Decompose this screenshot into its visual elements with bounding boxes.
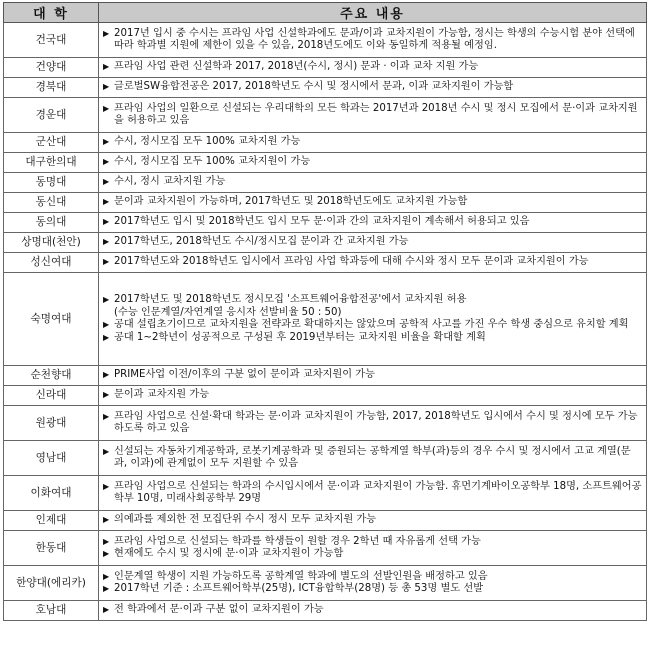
university-name: 순천향대 [4,366,99,386]
bullet-arrow-icon: ▶ [103,137,110,147]
bullet-arrow-icon: ▶ [103,177,110,187]
table-row [4,233,647,253]
university-name: 대구한의대 [4,153,99,173]
content-text: 인문계열 학생이 지원 가능하도록 공학계열 학과에 별도의 선발인원을 배정하고 있음 [114,570,488,582]
university-name: 동신대 [4,193,99,213]
policy-content [99,511,647,531]
header-university: 대 학 [4,3,99,23]
content-line [103,319,643,332]
bullet-arrow-icon: ▶ [103,103,110,113]
bullet-arrow-icon: ▶ [103,411,110,421]
bullet-arrow-icon: ▶ [103,332,110,342]
policy-content [99,406,647,441]
table-row [4,98,647,133]
table-row [4,476,647,511]
policy-content [99,233,647,253]
bullet-arrow-icon: ▶ [103,28,110,38]
content-text: (수능 인문계열/자연계열 응시자 선발비율 50 : 50) [114,306,342,318]
content-line [103,136,643,149]
bullet-arrow-icon: ▶ [103,605,110,615]
table-row [4,511,647,531]
university-name: 건국대 [4,23,99,58]
policy-content [99,476,647,511]
bullet-arrow-icon: ▶ [103,237,110,247]
content-line [103,28,643,53]
content-line [103,583,643,596]
policy-content [99,441,647,476]
bullet-arrow-icon: ▶ [103,295,110,304]
university-name: 한동대 [4,531,99,566]
policy-content [99,193,647,213]
table-row [4,213,647,233]
university-name: 호남대 [4,601,99,621]
table-row [4,23,647,58]
bullet-arrow-icon: ▶ [103,515,110,525]
policy-content [99,386,647,406]
content-line [103,548,643,561]
bullet-arrow-icon: ▶ [103,217,110,227]
content-text: 신설되는 자동차기계공학과, 로봇기계공학과 및 증원되는 공학계열 학부(과)등의 경우 수시 및 정시에서 고교 계열(문과, 이과)에 관계없이 모두 지원할 수 있음 [114,445,631,469]
policy-content [99,78,647,98]
content-line [103,604,643,617]
table-row [4,406,647,441]
content-text: 2017학년도 입시 및 2018학년도 입시 모두 문·이과 간의 교차지원이 계속해서 허용되고 있음 [114,216,530,228]
header-main-content: 주요 내용 [99,3,647,23]
university-name: 군산대 [4,133,99,153]
bullet-arrow-icon: ▶ [103,197,110,207]
content-line [103,446,643,471]
policy-content [99,133,647,153]
content-text: 공대 1~2학년이 성공적으로 구성된 후 2019년부터는 교차지원 비율을 확대할 계획 [114,331,486,343]
policy-content [99,601,647,621]
table-row [4,78,647,98]
content-text: 2017학년도, 2018학년도 수시/정시모집 문이과 간 교차지원 가능 [114,236,409,248]
table-row [4,133,647,153]
table-row [4,58,647,78]
table-header-row [4,3,647,23]
table-row [4,386,647,406]
university-name: 인제대 [4,511,99,531]
content-text: 수시, 정시모집 모두 100% 교차지원 가능 [114,136,301,148]
policy-content [99,253,647,273]
bullet-arrow-icon: ▶ [103,446,110,456]
bullet-arrow-icon: ▶ [103,320,110,329]
content-text: 프라임 사업 관련 신설학과 2017, 2018년(수시, 정시) 문과 · 이과 교차 지원 가능 [114,61,479,73]
university-name: 한양대(에리카) [4,566,99,601]
content-line [103,411,643,436]
content-line [103,216,643,229]
content-text: 글로벌SW융합전공은 2017, 2018학년도 수시 및 정시에서 문과, 이과 교차지원이 가능함 [114,81,514,93]
university-name: 이화여대 [4,476,99,511]
university-name: 영남대 [4,441,99,476]
content-text: 의예과를 제외한 전 모집단위 수시 정시 모두 교차지원 가능 [114,514,377,526]
content-text: 수시, 정시모집 모두 100% 교차지원이 가능 [114,156,311,168]
university-table-container [3,2,646,621]
content-text: 현재에도 수시 및 정시에 문·이과 교차지원이 가능함 [114,548,344,559]
content-line [103,256,643,269]
content-line [103,536,643,549]
content-text: 문이과 교차지원이 가능하며, 2017학년도 및 2018학년도에도 교차지원 가능함 [114,196,468,208]
bullet-arrow-icon: ▶ [103,390,110,400]
policy-content [99,153,647,173]
content-line [103,196,643,209]
university-policy-table [3,2,647,621]
content-text: 2017학년도와 2018학년도 입시에서 프라임 사업 학과등에 대해 수시와 정시 모두 문이과 교차지원이 가능 [114,256,589,268]
content-text: 프라임 사업의 일환으로 신설되는 우리대학의 모든 학과는 2017년과 2018년 수시 및 정시 모집에서 문·이과 교차지원을 허용하고 있음 [114,102,638,126]
content-line [103,176,643,189]
table-row [4,566,647,601]
bullet-arrow-icon: ▶ [103,257,110,267]
university-name: 경운대 [4,98,99,133]
bullet-arrow-icon: ▶ [103,571,110,581]
bullet-arrow-icon: ▶ [103,62,110,72]
content-line [103,156,643,169]
content-text: 프라임 사업으로 신설되는 학과를 학생들이 원할 경우 2학년 때 자유롭게 선택 가능 [114,535,481,547]
policy-content [99,23,647,58]
table-row [4,273,647,366]
university-name: 숙명여대 [4,273,99,366]
content-text: 2017년 입시 중 수시는 프라임 사업 신설학과에도 문과/이과 교차지원이 가능함, 정시는 학생의 수능시험 분야 선택에 따라 학과별 지원에 제한이 있을 수 있음, 2018년도에도 이와 동일하게 적용될 예정임. [114,27,635,51]
university-name: 원광대 [4,406,99,441]
university-name: 건양대 [4,58,99,78]
table-row [4,153,647,173]
content-line [103,307,643,320]
content-line [103,236,643,249]
bullet-arrow-icon: ▶ [103,82,110,92]
content-text: 프라임 사업으로 신설·확대 학과는 문·이과 교차지원이 가능함, 2017, 2018학년도 입시에서 수시 및 정시에 모두 가능하도록 하고 있음 [114,410,638,434]
policy-content [99,173,647,193]
university-name: 동의대 [4,213,99,233]
content-line [103,103,643,128]
content-line [103,571,643,584]
content-line [103,61,643,74]
content-text: 프라임 사업으로 신설되는 학과의 수시입시에서 문·이과 교차지원이 가능함. 휴먼기계바이오공학부 18명, 소프트웨어공학부 10명, 미래사회공학부 29명 [114,480,642,504]
table-row [4,601,647,621]
table-row [4,193,647,213]
university-name: 상명대(천안) [4,233,99,253]
content-text: 2017학년 기준 : 소프트웨어학부(25명), ICT융합학부(28명) 등 총 53명 별도 선발 [114,583,484,594]
policy-content [99,366,647,386]
bullet-arrow-icon: ▶ [103,157,110,167]
table-row [4,531,647,566]
policy-content [99,213,647,233]
content-line [103,81,643,94]
content-line [103,514,643,527]
table-row [4,253,647,273]
policy-content [99,58,647,78]
bullet-arrow-icon: ▶ [103,584,110,593]
bullet-arrow-icon: ▶ [103,481,110,491]
content-text: PRIME사업 이전/이후의 구분 없이 문이과 교차지원이 가능 [114,369,375,381]
table-row [4,366,647,386]
table-row [4,173,647,193]
content-text: 전 학과에서 문·이과 구분 없이 교차지원이 가능 [114,604,324,616]
content-text: 문이과 교차지원 가능 [114,389,210,401]
university-name: 신라대 [4,386,99,406]
content-text: 2017학년도 및 2018학년도 정시모집 '소프트웨어융합전공'에서 교차지원 허용 [114,294,467,305]
content-line [103,369,643,382]
content-text: 공대 설립초기이므로 교차지원을 전략과로 확대하지는 않았으며 공학적 사고를 가진 우수 학생 중심으로 유치할 계획 [114,319,629,330]
content-line [103,294,643,307]
policy-content [99,98,647,133]
policy-content [99,566,647,601]
policy-content [99,273,647,366]
university-name: 동명대 [4,173,99,193]
policy-content [99,531,647,566]
content-line [103,332,643,345]
content-line [103,481,643,506]
table-row [4,441,647,476]
content-line [103,389,643,402]
bullet-arrow-icon: ▶ [103,370,110,380]
table-body [4,23,647,621]
bullet-arrow-icon: ▶ [103,536,110,546]
university-name: 경북대 [4,78,99,98]
content-text: 수시, 정시 교차지원 가능 [114,176,226,188]
university-name: 성신여대 [4,253,99,273]
bullet-arrow-icon: ▶ [103,549,110,558]
